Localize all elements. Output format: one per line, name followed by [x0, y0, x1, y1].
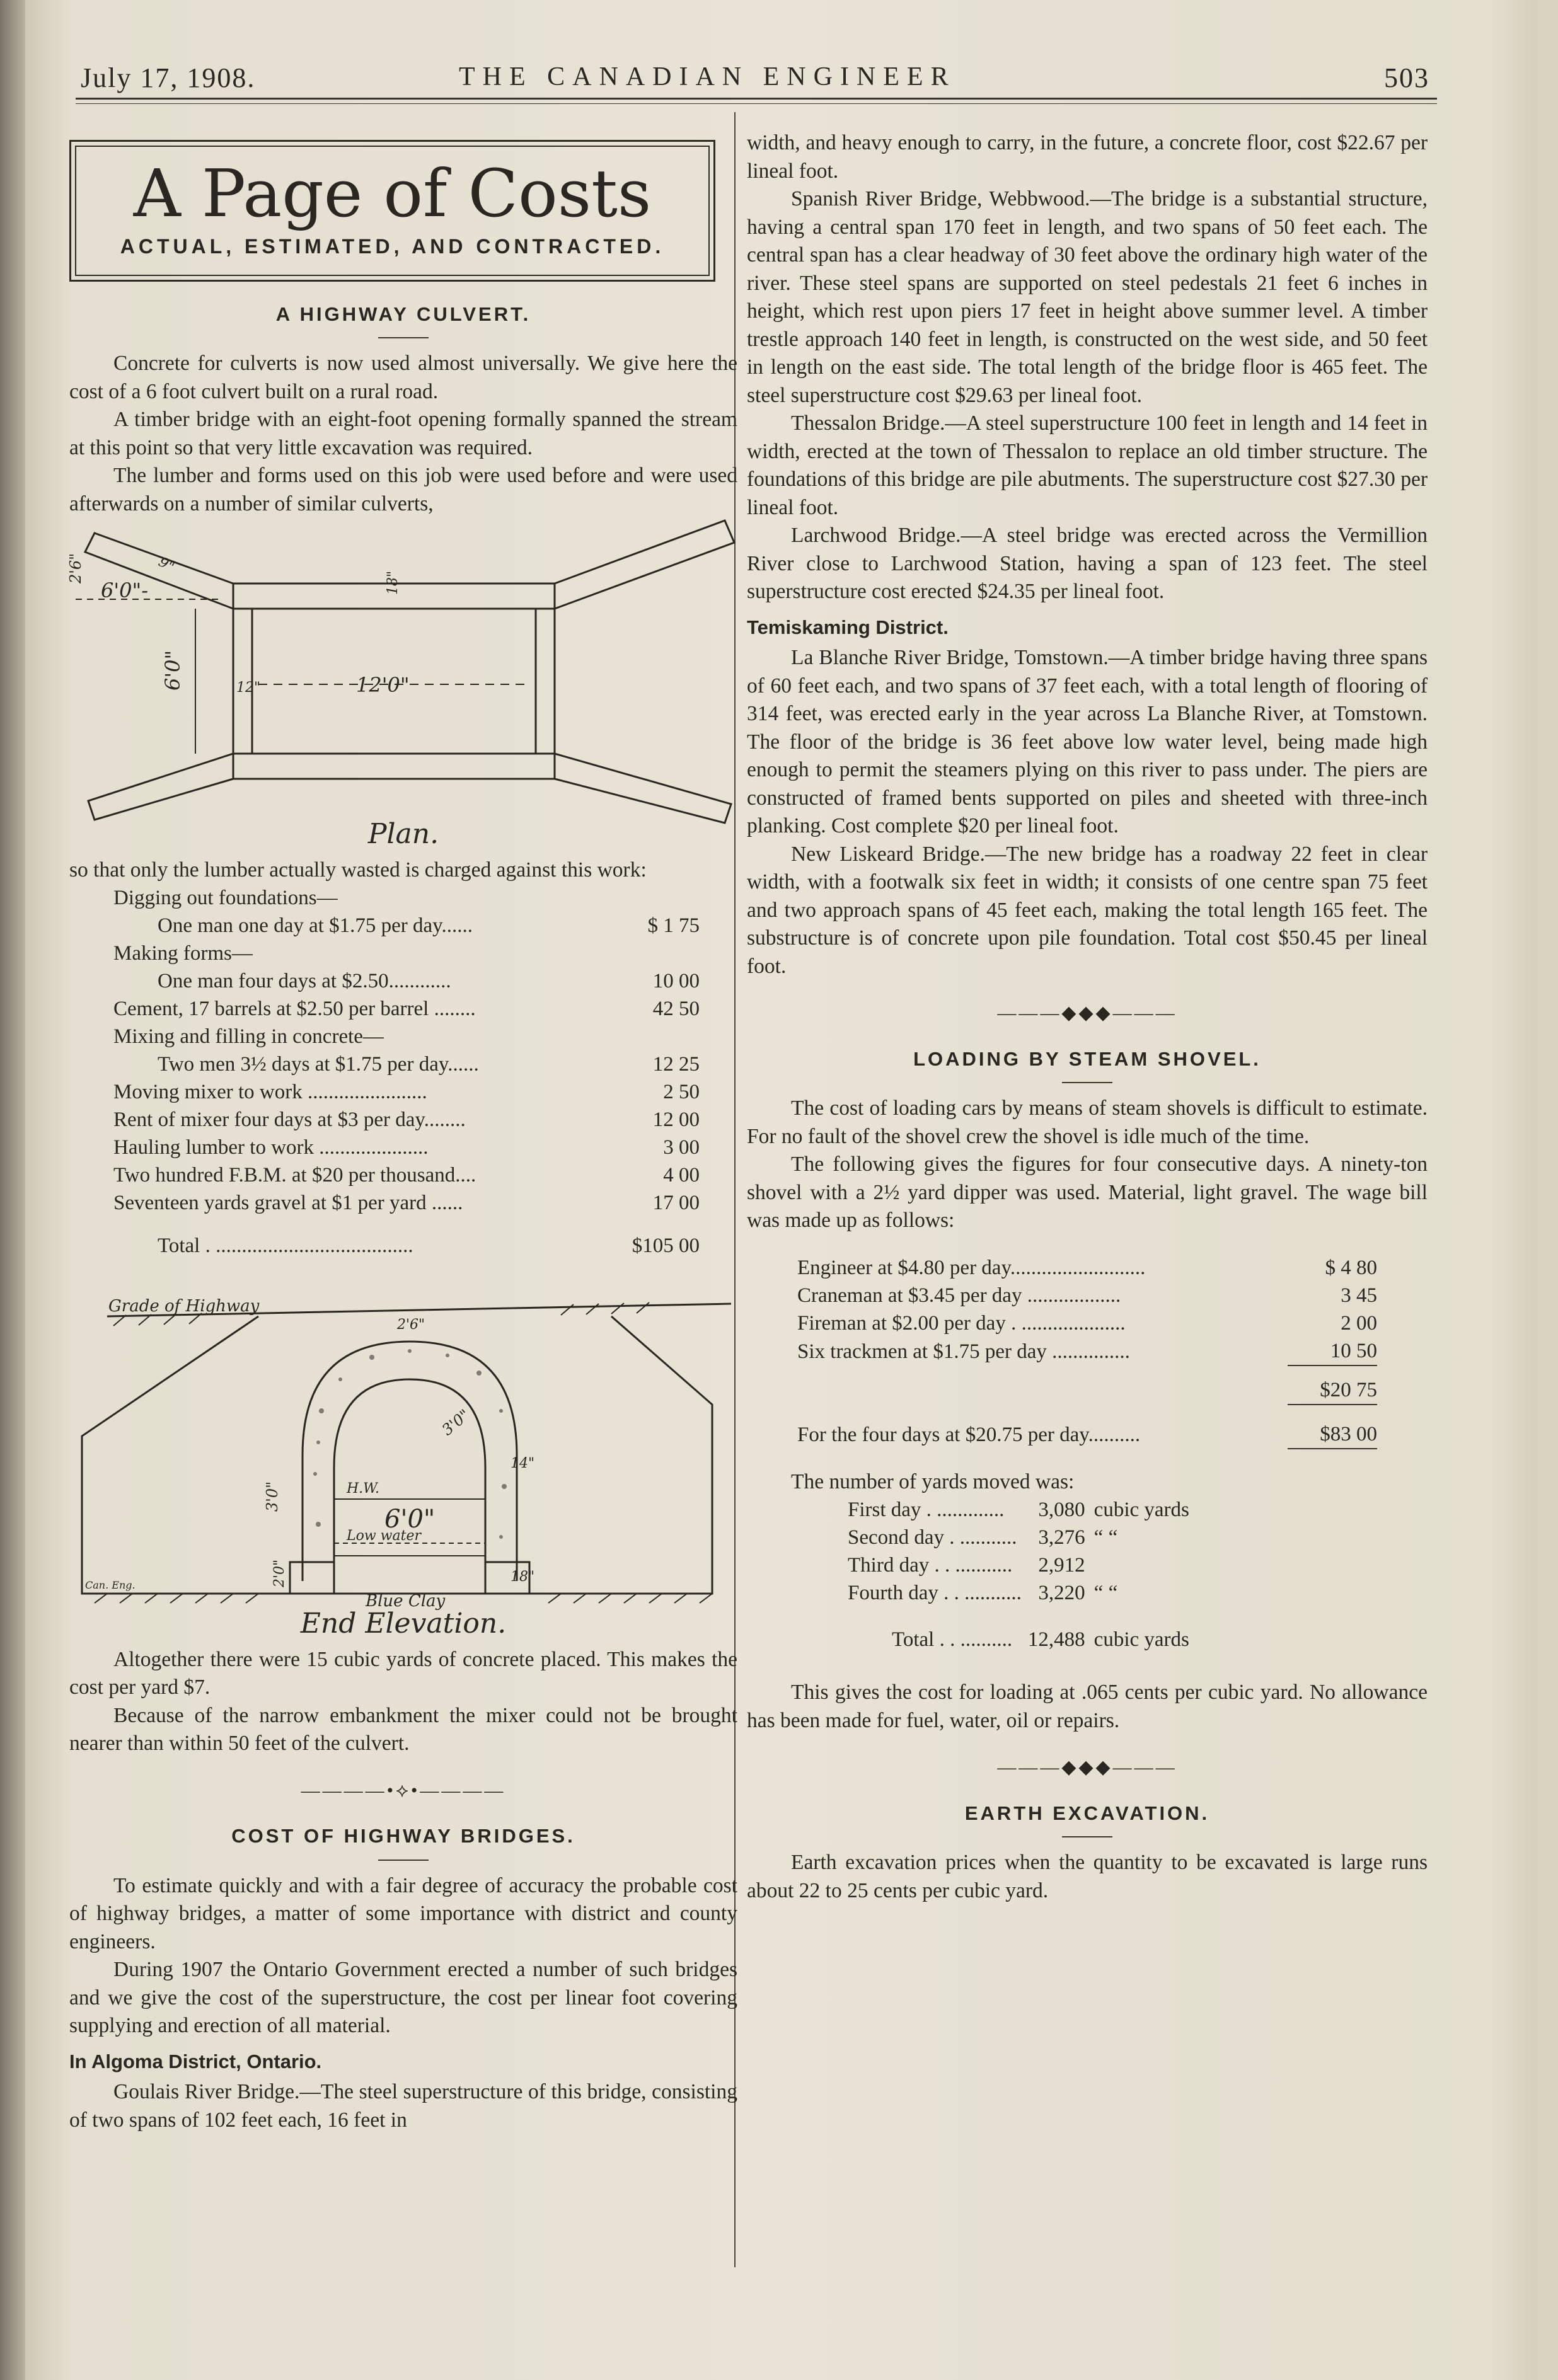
cost-item-amount: 3 00: [663, 1136, 700, 1159]
issue-date: July 17, 1908.: [81, 62, 256, 93]
wage-label: Craneman at $3.45 per day ..................: [797, 1284, 1121, 1307]
elev-label-span: 6'0": [384, 1505, 436, 1534]
cost-item-amount: $ 1 75: [647, 914, 700, 937]
cost-item-label: Two hundred F.B.M. at $20 per thousand....: [113, 1164, 476, 1187]
culvert-plan-drawing: [69, 527, 737, 823]
yards-unit: “ “: [1093, 1582, 1118, 1604]
cost-item-label: Cement, 17 barrels at $2.50 per barrel ........: [113, 997, 476, 1020]
cost-item-label: Seventeen yards gravel at $1 per yard ......: [113, 1192, 463, 1214]
cost-item-amount: [601, 1023, 700, 1050]
title-box: [69, 140, 715, 282]
yards-row: [848, 1524, 1189, 1551]
cost-row: [113, 995, 700, 1023]
cost-item-amount: 12 00: [652, 1108, 700, 1131]
culvert-end-elevation-drawing: [69, 1285, 737, 1613]
cost-item-label: One man one day at $1.75 per day......: [158, 914, 473, 937]
left-column: [69, 126, 737, 2134]
wage-label: Engineer at $4.80 per day..........................: [797, 1256, 1146, 1279]
bridges-heading: COST OF HIGHWAY BRIDGES.: [231, 1825, 575, 1847]
yards-unit: cubic yards: [1093, 1498, 1189, 1521]
algoma-district-heading: In Algoma District, Ontario.: [69, 2050, 322, 2072]
cost-item-amount: 2 50: [663, 1081, 700, 1103]
elev-label-side: 3'0": [263, 1481, 281, 1512]
cost-item-label: One man four days at $2.50............: [158, 970, 451, 992]
wage-amount: 3 45: [1341, 1284, 1377, 1307]
cost-row: [113, 912, 700, 940]
wing-wall-upper-right: [555, 520, 734, 609]
yards-total-unit: cubic yards: [1093, 1628, 1189, 1651]
plan-svg: [69, 527, 737, 823]
drawing-credit: Can. Eng.: [85, 1579, 136, 1591]
culvert-paragraph-1: Concrete for culverts is now used almost universally. We give here the cost of a 6 foot culvert built on a rural road.: [69, 352, 737, 403]
yards-value: 3,220: [1038, 1582, 1085, 1604]
cost-row: [113, 940, 700, 967]
cost-item-label: Two men 3½ days at $1.75 per day......: [158, 1053, 479, 1076]
plan-label-wall: 12": [236, 680, 261, 696]
cost-item-amount: [601, 940, 700, 967]
plan-label-width: 6'0"-: [101, 578, 149, 602]
yards-unit: [1085, 1551, 1189, 1579]
cost-item-label: Digging out foundations—: [113, 887, 338, 909]
running-head: [81, 62, 1429, 100]
shovel-heading: LOADING BY STEAM SHOVEL.: [913, 1047, 1261, 1070]
wage-row: [797, 1309, 1377, 1337]
cost-row: [113, 967, 700, 995]
page-title: A Page of Costs: [133, 155, 652, 232]
culvert-paragraph-3: The lumber and forms used on this job were used before and were used afterwards on a number of similar culverts,: [69, 464, 737, 515]
elev-label-arch: 3'0": [438, 1406, 473, 1439]
elev-label-clay: Blue Clay: [366, 1592, 446, 1611]
cost-item-label: Making forms—: [113, 942, 253, 965]
header-rule: [76, 98, 1437, 100]
yards-day: Second day . ...........: [848, 1526, 1017, 1549]
cost-item-amount: 10 00: [652, 970, 700, 992]
yards-value: 2,912: [1038, 1554, 1085, 1577]
cost-item-label: Rent of mixer four days at $3 per day........: [113, 1108, 466, 1131]
elev-label-footing: 18": [511, 1569, 535, 1585]
goulais-bridge-continued: width, and heavy enough to carry, in the future, a concrete floor, cost $22.67 per lineal foot.: [747, 131, 1428, 183]
cost-item-amount: 4 00: [663, 1164, 700, 1187]
cost-item-amount: 12 25: [652, 1053, 700, 1076]
shovel-paragraph-2: The following gives the figures for four consecutive days. A ninety-ton shovel with a 2½ yard dipper was used. Material, light gravel. The wage bill was made up as follows:: [747, 1153, 1428, 1232]
shovel-paragraph-1: The cost of loading cars by means of steam shovels is difficult to estimate. For no fault of the shovel crew the shovel is idle much of the time.: [747, 1096, 1428, 1148]
plan-label-height: 6'0": [161, 650, 185, 691]
yards-total-label: Total . . ..........: [892, 1628, 1013, 1651]
yards-value: 3,276: [1038, 1526, 1085, 1549]
yards-row: [848, 1579, 1189, 1607]
elevation-caption: End Elevation.: [300, 1607, 507, 1640]
bridges-paragraph-1: To estimate quickly and with a fair degree of accuracy the probable cost of highway bridges, a matter of some importance with district and county engineers.: [69, 1873, 737, 1953]
culvert-paragraph-4: so that only the lumber actually wasted is charged against this work:: [69, 858, 647, 882]
temiskaming-district-heading: Temiskaming District.: [747, 616, 949, 638]
cost-item-label: Moving mixer to work .......................: [113, 1081, 427, 1103]
heading-rule: [378, 1860, 429, 1861]
goulais-bridge-paragraph: Goulais River Bridge.—The steel superstructure of this bridge, consisting of two spans of 102 feet each, 16 feet in: [69, 2080, 737, 2132]
la-blanche-bridge-paragraph: La Blanche River Bridge, Tomstown.—A timber bridge having three spans of 60 feet each, and two spans of 37 feet each, with a total length of flooring of 314 feet, was erected early in the year across La Blanche River, at Tomstown. The floor of the bridge is 36 feet above low water level, being made high enough to permit the steamers plying on this river to pass under. The piers are constructed of framed bents supported on piles and sheeted with three-inch planking. Cost complete $20 per lineal foot.: [747, 646, 1428, 837]
wing-wall-lower-right: [555, 754, 731, 823]
yards-unit: “ “: [1093, 1526, 1118, 1549]
excavation-heading: EARTH EXCAVATION.: [964, 1802, 1210, 1824]
cost-row: [113, 1078, 700, 1106]
four-days-amount: $83 00: [1320, 1422, 1377, 1446]
page-binding-edge: [0, 0, 25, 2380]
culvert-total-label: Total . ......................................: [158, 1234, 413, 1257]
plan-label-wall-top: 18": [385, 570, 401, 595]
title-inner-frame: [75, 146, 710, 276]
right-column: [747, 129, 1428, 1905]
cost-item-amount: 17 00: [652, 1192, 700, 1214]
culvert-paragraph-2: A timber bridge with an eight-foot opening formally spanned the stream at this point so that very little excavation was required.: [69, 408, 737, 459]
page-subtitle: ACTUAL, ESTIMATED, AND CONTRACTED.: [120, 235, 665, 258]
yards-value: 3,080: [1038, 1498, 1085, 1521]
wage-amount: 2 00: [1341, 1311, 1377, 1335]
cost-row: [113, 1106, 700, 1134]
elev-label-grade: Grade of Highway: [108, 1297, 260, 1316]
plan-label-length: 12'0": [356, 673, 410, 697]
wing-wall-lower-left: [88, 754, 233, 820]
elev-label-crown: 2'6": [397, 1317, 425, 1333]
wage-amount: $ 4 80: [1325, 1256, 1377, 1279]
culvert-cost-table: [113, 884, 700, 1260]
yards-row: [848, 1551, 1189, 1579]
heading-rule: [1062, 1082, 1112, 1083]
culvert-heading: A HIGHWAY CULVERT.: [275, 302, 531, 325]
new-liskeard-bridge-paragraph: New Liskeard Bridge.—The new bridge has a roadway 22 feet in clear width, with a footwalk six feet in width; it consists of one centre span 75 feet and two approach spans of 45 feet each, making the total length 165 feet. The substructure is of concrete upon pile foundation. Total cost $50.45 per lineal foot.: [747, 842, 1428, 978]
heading-rule: [1062, 1836, 1112, 1837]
yards-day: Fourth day . . ...........: [848, 1582, 1022, 1604]
cost-row: [113, 884, 700, 912]
cost-row: [113, 1023, 700, 1050]
excavation-paragraph: Earth excavation prices when the quantity to be excavated is large runs about 22 to 25 cents per cubic yard.: [747, 1851, 1428, 1902]
yards-table: [848, 1496, 1189, 1653]
culvert-paragraph-5: Altogether there were 15 cubic yards of concrete placed. This makes the cost per yard $7.: [69, 1647, 737, 1699]
wage-label: Six trackmen at $1.75 per day ...............: [797, 1340, 1130, 1363]
wage-row: [797, 1337, 1377, 1365]
wage-row: [797, 1254, 1377, 1282]
culvert-total-amount: $105 00: [632, 1234, 700, 1257]
section-ornament: ———◆◆◆———: [997, 1003, 1177, 1023]
section-ornament: ———◆◆◆———: [997, 1757, 1177, 1778]
yards-intro: The number of yards moved was:: [791, 1469, 1075, 1493]
journal-title: THE CANADIAN ENGINEER: [459, 62, 956, 91]
elev-label-low-water: Low water: [347, 1528, 422, 1544]
larchwood-bridge-paragraph: Larchwood Bridge.—A steel bridge was erected across the Vermillion River close to Larchwood Station, having a span of 123 feet. The steel superstructure cost erected $24.35 per lineal foot.: [747, 524, 1428, 603]
wage-table: [797, 1254, 1377, 1462]
bridges-paragraph-2: During 1907 the Ontario Government erected a number of such bridges and we give the cost of the superstructure, the cost per linear foot covering supplying and erection of all material.: [69, 1958, 737, 2037]
cost-item-amount: 42 50: [652, 997, 700, 1020]
elev-label-hw: H.W.: [347, 1481, 379, 1497]
culvert-paragraph-6: Because of the narrow embankment the mixer could not be brought nearer than within 50 feet of the culvert.: [69, 1703, 737, 1755]
elevation-svg: [69, 1285, 737, 1613]
wage-label: Fireman at $2.00 per day . ....................: [797, 1311, 1126, 1335]
yards-day: First day . .............: [848, 1498, 1005, 1521]
yards-total-value: 12,488: [1027, 1628, 1085, 1651]
cost-item-amount: [601, 884, 700, 912]
elev-label-base: 2'0": [272, 1559, 287, 1587]
four-days-label: For the four days at $20.75 per day..........: [797, 1423, 1141, 1446]
wage-row: [797, 1282, 1377, 1309]
plan-label-wing: 2'6": [67, 553, 84, 584]
elev-label-thickness: 14": [511, 1456, 535, 1471]
embankment-outline: [82, 1316, 712, 1594]
wage-sum: $20 75: [1320, 1378, 1377, 1401]
cost-row: [113, 1161, 700, 1189]
spanish-river-bridge-paragraph: Spanish River Bridge, Webbwood.—The bridge is a substantial structure, having a central span 170 feet in length, and two spans of 50 feet each. The central span has a clear headway of 30 feet above the ordinary high water of the river. These steel spans are supported on steel pedestals 21 feet 6 inches in height, which rest upon piers 17 feet in height above summer level. A timber trestle approach 140 feet in length, is constructed on the west side, and 50 feet in length on the east side. The total length of the bridge floor is 465 feet. The steel superstructure cost $29.63 per lineal foot.: [747, 187, 1428, 407]
cost-row: [113, 1189, 700, 1217]
cost-row: [113, 1134, 700, 1161]
section-ornament: ————•⟡•————: [301, 1779, 506, 1801]
yards-day: Third day . . ...........: [848, 1554, 1013, 1577]
plan-caption: Plan.: [367, 818, 439, 850]
thessalon-bridge-paragraph: Thessalon Bridge.—A steel superstructure 100 feet in length and 14 feet in width, erected at the town of Thessalon to replace an old timber structure. The foundations of this bridge are pile abutments. The superstructure cost $27.30 per lineal foot.: [747, 411, 1428, 519]
shovel-paragraph-3: This gives the cost for loading at .065 cents per cubic yard. No allowance has been made for fuel, water, oil or repairs.: [747, 1681, 1428, 1732]
header-rule-thin: [76, 103, 1437, 104]
page-number: 503: [1384, 62, 1429, 93]
cost-item-label: Hauling lumber to work .....................: [113, 1136, 429, 1159]
cost-item-label: Mixing and filling in concrete—: [113, 1025, 384, 1048]
yards-row: [848, 1496, 1189, 1524]
cost-row: [113, 1050, 700, 1078]
heading-rule: [378, 337, 429, 338]
plan-label-wall-top-2: 9": [156, 554, 177, 576]
wage-amount: 10 50: [1330, 1339, 1377, 1362]
